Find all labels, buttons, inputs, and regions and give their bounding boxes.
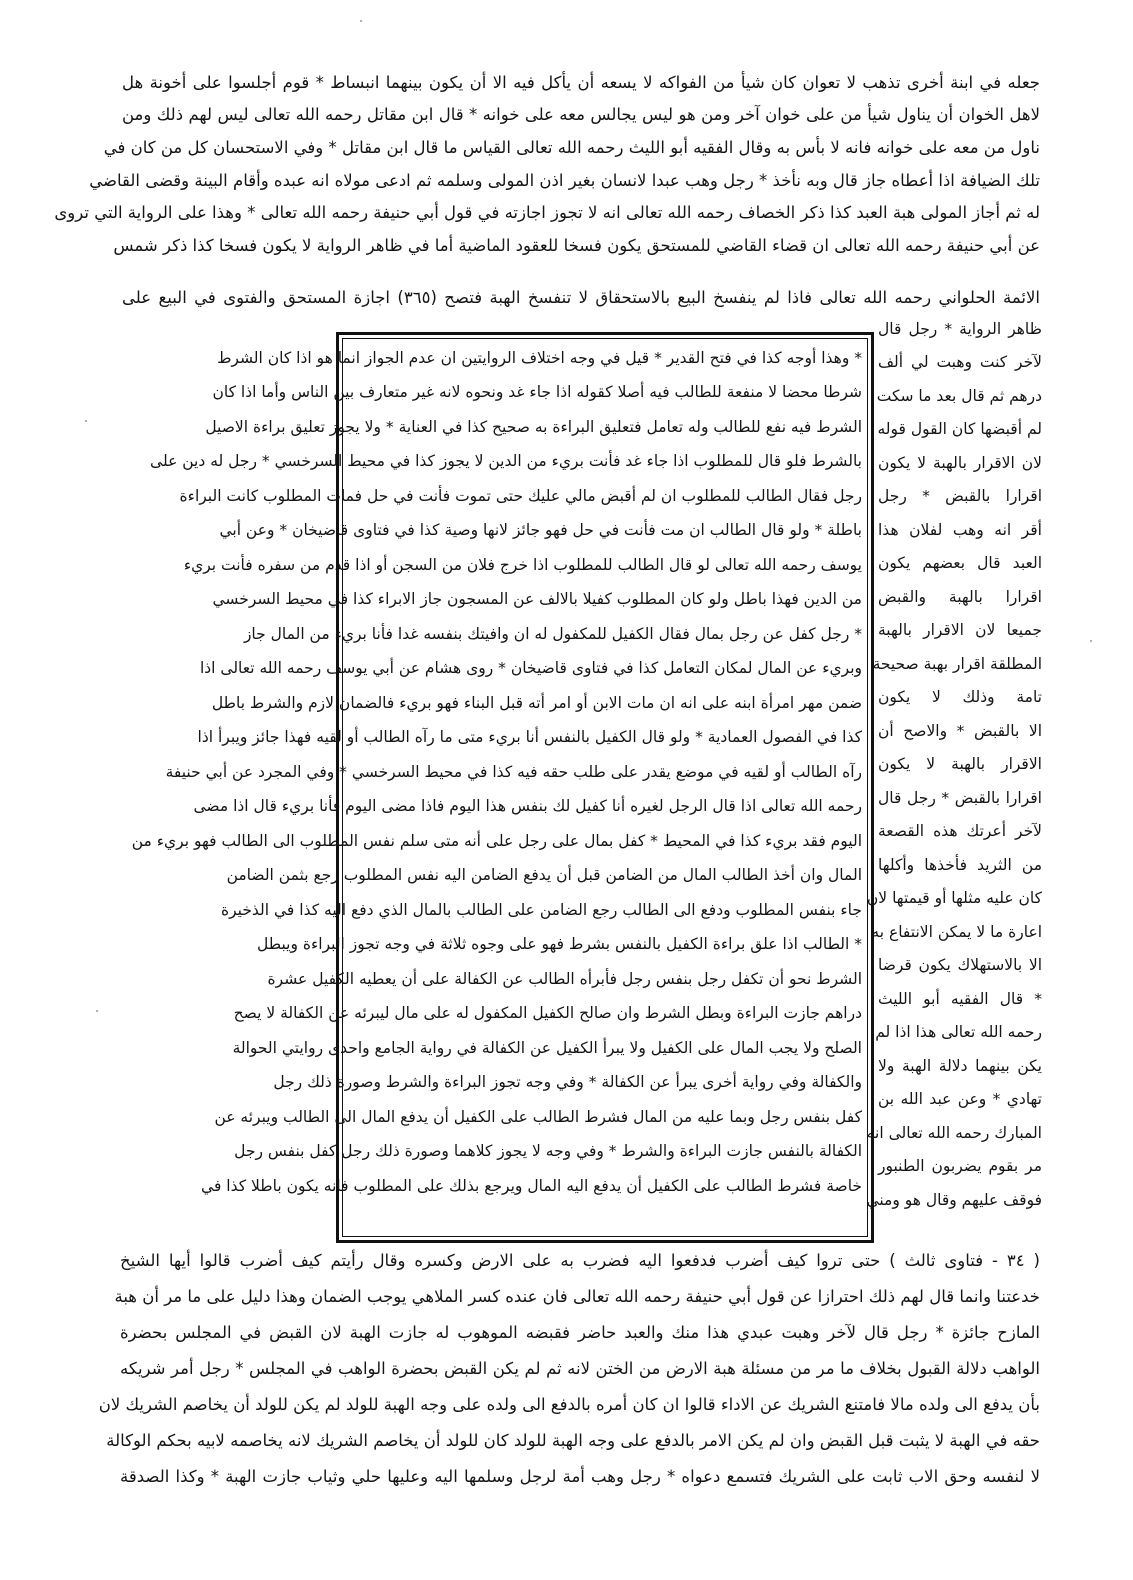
text-line: بأن يدفع الى ولده مالا فامتنع الشريك عن الاداء قالوا ان كان أمره بالدفع الى ولده على وجه الهبة للولد لم يكن للولد أن يخاصم الشريك لان [98, 1395, 1040, 1414]
commentary-line: * الطالب اذا علق براءة الكفيل بالنفس بشرط فهو على وجوه ثلاثة في وجه تجوز البراءة ويبطل [257, 935, 862, 953]
margin-line: مر بقوم يضربون الطنبور [878, 1157, 1042, 1175]
margin-line: جميعا لان الاقرار بالهبة [878, 621, 1042, 639]
text-line: جعله في ابنة أخرى تذهب لا تعوان كان شيأ من الفواكه لا يسعه أن يأكل فيه الا أن يكون بينهما انبساط * قوم أجلسوا على أخونة هل [122, 73, 1040, 92]
scan-speck [360, 20, 362, 22]
text-line: خدعتنا وانما قال لهم ذلك احترازا عن قول أبي حنيفة رحمه الله تعالى فان عنده كسر الملاهي يوجب الضمان وهذا دليل على ما مر أن هبة [114, 1287, 1040, 1306]
margin-line: اعارة ما لا يمكن الانتفاع به [871, 923, 1042, 941]
margin-line: العبد قال بعضهم يكون [878, 554, 1042, 572]
commentary-line: رحمه الله تعالى اذا قال الرجل لغيره أنا كفيل لك بنفس هذا اليوم فاذا مضى اليوم فأنا بريء قال اذا مضى [193, 797, 862, 815]
margin-line: * قال الفقيه أبو الليث [878, 990, 1042, 1008]
commentary-line: شرطا محضا لا منفعة للطالب فيه أصلا كقوله اذا جاء غد ونحوه لانه غير متعارف بين الناس وأما اذا كان [212, 383, 862, 401]
margin-line: يكن بينهما دلالة الهبة ولا [878, 1057, 1042, 1075]
commentary-line: باطلة * ولو قال الطالب ان مت فأنت في حل فهو جائز لانها وصية كذا في فتاوى قاضيخان * وعن أبي [219, 521, 862, 539]
commentary-line: الصلح ولا يجب المال على الكفيل ولا يبرأ الكفيل عن الكفالة في رواية الجامع واحدى روايتي الحوالة [232, 1039, 862, 1057]
margin-line: الاقرار بالهبة لا يكون [878, 755, 1042, 773]
text-line-with-page-number: الائمة الحلواني رحمه الله تعالى فاذا لم ينفسخ البيع بالاستحقاق لا تنفسخ الهبة فتصح (٣٦٥) اجازة المستحق والفتوى في البيع على [122, 288, 1040, 307]
commentary-line: رآه الطالب أو لقيه في موضع يقدر على طلب حقه فيه كذا في محيط السرخسي * وفي المجرد عن أبي حنيفة [165, 763, 862, 781]
commentary-line: بالشرط فلو قال للمطلوب اذا جاء غد فأنت بريء من الدين لا يجوز كذا في محيط السرخسي * رجل له دين على [150, 452, 862, 470]
commentary-line: كذا في الفصول العمادية * ولو قال الكفيل بالنفس أنا بريء متى ما رآه الطالب أو لقيه فهذا جائز ويبرأ اذا [197, 728, 862, 746]
commentary-line: اليوم فقد بريء كذا في المحيط * كفل بمال على رجل على أنه متى سلم نفس المطلوب الى الطالب فهو بريء من [131, 832, 862, 850]
commentary-line: الشرط نحو أن تكفل رجل بنفس رجل فأبرأه الطالب عن الكفالة على أن يعطيه الكفيل عشرة [267, 970, 862, 988]
commentary-line: يوسف رحمه الله تعالى لو قال الطالب للمطلوب اذا خرج فلان من السجن أو اذا قدم من سفره فأنت بريء [183, 556, 862, 574]
margin-line: درهم ثم قال بعد ما سكت [876, 387, 1042, 405]
text-line: المازح جائزة * رجل قال لآخر وهبت عبدي هذا منك والعبد حاضر فقبضه الموهوب له جازت الهبة لان القبض في المجلس بحضرة [120, 1323, 1040, 1342]
commentary-line: خاصة فشرط الطالب على الكفيل أن يدفع اليه المال ويرجع بذلك على المطلوب فانه يكون باطلا كذا في [201, 1177, 862, 1195]
margin-line: لآخر كنت وهبت لي ألف [878, 353, 1042, 371]
commentary-line: الشرط فيه نفع للطالب وله تعامل فتعليق البراءة به صحيح كذا في العناية * ولا يجوز تعليق براءة الاصيل [205, 418, 862, 436]
margin-line: ظاهر الرواية * رجل قال [878, 320, 1042, 338]
margin-line: اقرارا بالقبض * رجل قال [878, 789, 1042, 807]
text-line: عن أبي حنيفة رحمه الله تعالى ان قضاء القاضي للمستحق يكون فسخا للعقود الماضية أما في ظاهر الرواية لا يكون فسخا كذا ذكر شمس [113, 236, 1040, 255]
margin-line: المبارك رحمه الله تعالى انه [866, 1124, 1042, 1142]
commentary-line: المال وان أخذ الطالب المال من الضامن قبل أن يدفع الضامن اليه نفس المطلوب رجع بثمن الضامن [226, 866, 862, 884]
margin-line: تهادي * وعن عبد الله بن [878, 1090, 1042, 1108]
margin-line: من الثريد فأخذها وأكلها [878, 856, 1042, 874]
commentary-line: * رجل كفل عن رجل بمال فقال الكفيل للمكفول له ان وافيتك بنفسه غدا فأنا بريء من المال جاز [243, 625, 862, 643]
margin-line: اقرارا بالقبض * رجل [878, 487, 1042, 505]
text-line-with-running-header: ( ٣٤ - فتاوى ثالث ) حتى تروا كيف أضرب فدفعوا اليه فضرب به على الارض وكسره وقال رأيتم كيف أضرب قالوا أيها الشيخ [120, 1251, 1040, 1270]
margin-line: كان عليه مثلها أو قيمتها لان [866, 889, 1042, 907]
margin-line: الا بالاستهلاك يكون قرضا [878, 956, 1042, 974]
margin-line: تامة وذلك لا يكون [878, 688, 1042, 706]
commentary-line: والكفالة وفي رواية أخرى يبرأ عن الكفالة * وفي وجه تجوز البراءة والشرط وصورة ذلك رجل [273, 1073, 862, 1091]
text-line: تلك الضيافة اذا أعطاه جاز قال وبه نأخذ * رجل وهب عبدا لانسان بغير اذن المولى وسلمه ثم ادعى مولاه انه عبده وأقام البينة وقضى القاضي [89, 171, 1040, 190]
text-line: له ثم أجاز المولى هبة العبد كذا ذكر الخصاف رحمه الله تعالى انه لا تجوز اجازته في قول أبي حنيفة رحمه الله تعالى * وهذا على الرواية التي تروى [54, 203, 1040, 222]
commentary-line: رجل فقال الطالب للمطلوب ان لم أقبض مالي عليك حتى تموت فأنت في حل فمات المطلوب كانت البراءة [179, 487, 862, 505]
margin-line: لان الاقرار بالهبة لا يكون [878, 454, 1042, 472]
margin-line: أقر انه وهب لفلان هذا [878, 521, 1042, 539]
commentary-line: كفل بنفس رجل وبما عليه من المال فشرط الطالب على الكفيل أن يدفع المال الى الطالب ويبرئه عن [214, 1108, 862, 1126]
margin-line: رحمه الله تعالى هذا اذا لم [875, 1023, 1042, 1041]
scan-speck [85, 420, 87, 422]
text-line: الواهب دلالة القبول بخلاف ما مر من مسئلة هبة الارض من الختن لانه ثم لم يكن القبض بحضرة الواهب في المجلس * رجل أمر شريكه [120, 1359, 1040, 1378]
commentary-line: جاء بنفس المطلوب ودفع الى الطالب رجع الضامن على الطالب بالمال الذي دفع اليه كذا في الذخيرة [220, 901, 862, 919]
text-line: لا لنفسه وحق الاب ثابت على الشريك فتسمع دعواه * رجل وهب أمة لرجل وسلمها اليه وعليها حلي وثياب جازت الهبة * وكذا الصدقة [120, 1467, 1040, 1486]
text-line: حقه في الهبة لا يثبت قبل القبض وان لم يكن الامر بالدفع على وجه الهبة للولد كان للولد أن يخاصم الشريك لانه يخاصمه لابيه بحكم الوكالة [106, 1431, 1040, 1450]
commentary-line: الكفالة بالنفس جازت البراءة والشرط * وفي وجه لا يجوز كلاهما وصورة ذلك رجل كفل بنفس رجل [234, 1142, 862, 1160]
margin-line: اقرارا بالهبة والقبض [878, 588, 1042, 606]
commentary-line: من الدين فهذا باطل ولو كان المطلوب كفيلا بالالف عن المسجون جاز الابراء كذا في محيط السرخسي [212, 590, 862, 608]
scan-speck [96, 1010, 98, 1012]
scan-speck [1090, 640, 1092, 642]
margin-line: لم أقبضها كان القول قوله [877, 420, 1042, 438]
margin-line: المطلقة اقرار بهبة صحيحة [872, 655, 1042, 673]
commentary-line: وبريء عن المال لمكان التعامل كذا في فتاوى قاضيخان * روى هشام عن أبي يوسف رحمه الله تعالى اذا [199, 659, 862, 677]
commentary-line: دراهم جازت البراءة وبطل الشرط وان صالح الكفيل المكفول له على مال ليبرئه عن الكفالة لا يصح [233, 1004, 862, 1022]
commentary-line: * وهذا أوجه كذا في فتح القدير * قيل في وجه اختلاف الروايتين ان عدم الجواز انما هو اذا كان الشرط [217, 349, 862, 367]
margin-line: فوقف عليهم وقال هو ومني [866, 1191, 1042, 1209]
margin-line: الا بالقبض * والاصح أن [878, 722, 1042, 740]
text-line: ناول من معه على خوانه فانه لا بأس به وقال الفقيه أبو الليث رحمه الله تعالى القياس ما قال ابن مقاتل * وفي الاستحسان كل من كان في [103, 138, 1040, 157]
commentary-line: ضمن مهر امرأة ابنه على انه ان مات الابن أو امر أته قبل البناء فهو بريء فالضمان لازم والشرط باطل [211, 694, 862, 712]
text-line: لاهل الخوان أن يناول شيأ من على خوان آخر ومن هو ليس يجالس معه على خوانه * قال ابن مقاتل رحمه الله تعالى ليس لهم ذلك ومن [122, 105, 1040, 124]
margin-line: لآخر أعرتك هذه القصعة [878, 822, 1042, 840]
